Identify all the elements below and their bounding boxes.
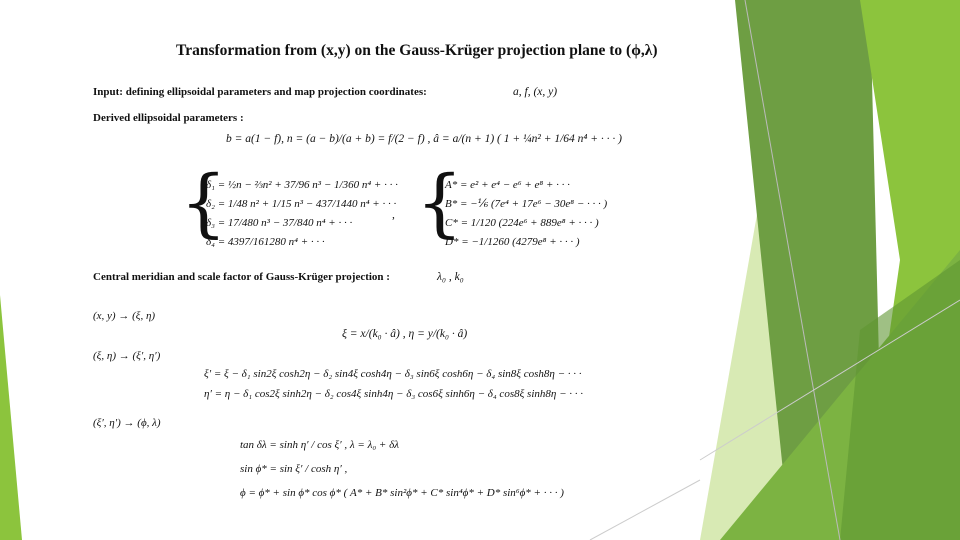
delta-formula-3: δ₃ = 17/480 n³ − 37/840 n⁴ + · · · bbox=[206, 217, 353, 229]
delta-formula-4: δ₄ = 4397/161280 n⁴ + · · · bbox=[206, 236, 325, 248]
coef-formula-3: C* = 1/120 (224e⁶ + 889e⁸ + · · · ) bbox=[445, 217, 599, 229]
step3-formula-1: tan δλ = sinh η′ / cos ξ′ , λ = λ₀ + δλ bbox=[240, 439, 399, 451]
derived-label: Derived ellipsoidal parameters : bbox=[93, 112, 244, 124]
left-brace-coef: { bbox=[416, 160, 464, 246]
derived-formula: b = a(1 − f), n = (a − b)/(a + b) = f/(2 − f) , â = a/(n + 1) ( 1 + ¼n² + 1/64 n⁴ + · · · ) bbox=[226, 133, 623, 145]
coef-formula-1: A* = e² + e⁴ − e⁶ + e⁸ + · · · bbox=[445, 179, 570, 191]
left-brace-delta: { bbox=[180, 160, 228, 246]
meridian-label: Central meridian and scale factor of Gauss-Krüger projection : bbox=[93, 271, 390, 283]
delta-formula-2: δ₂ = 1/48 n² + 1/15 n³ − 437/1440 n⁴ + · · · bbox=[206, 198, 397, 210]
input-label: Input: defining ellipsoidal parameters and map projection coordinates: bbox=[93, 86, 427, 98]
step1-formula: ξ = x/(k₀ · â) , η = y/(k₀ · â) bbox=[342, 328, 468, 340]
meridian-values: λ₀ , k₀ bbox=[437, 271, 464, 283]
coef-formula-4: D* = −1/1260 (4279e⁸ + · · · ) bbox=[445, 236, 580, 248]
slide-title: Transformation from (x,y) on the Gauss-Krüger projection plane to (ϕ,λ) bbox=[176, 42, 658, 59]
step2-formula-1: ξ′ = ξ − δ₁ sin2ξ cosh2η − δ₂ sin4ξ cosh4η − δ₃ sin6ξ cosh6η − δ₄ sin8ξ cosh8η − · · · bbox=[204, 368, 582, 380]
decor-triangle-left bbox=[0, 295, 22, 540]
step1-label: (x, y) → (ξ, η) bbox=[93, 310, 156, 322]
step2-label: (ξ, η) → (ξ′, η′) bbox=[93, 350, 161, 362]
decor-line-3 bbox=[590, 480, 700, 540]
delta-formula-1: δ₁ = ½n − ⅔n² + 37/96 n³ − 1/360 n⁴ + · · · bbox=[206, 179, 398, 191]
separator-comma: , bbox=[392, 209, 395, 221]
step3-formula-2: sin ϕ* = sin ξ′ / cosh η′ , bbox=[240, 463, 348, 475]
step3-formula-3: ϕ = ϕ* + sin ϕ* cos ϕ* ( A* + B* sin²ϕ* + C* sin⁴ϕ* + D* sin⁶ϕ* + · · · ) bbox=[240, 487, 564, 499]
coef-formula-2: B* = −⅙ (7e⁴ + 17e⁶ − 30e⁸ − · · · ) bbox=[445, 198, 608, 210]
step2-formula-2: η′ = η − δ₁ cos2ξ sinh2η − δ₂ cos4ξ sinh4η − δ₃ cos6ξ sinh6η − δ₄ cos8ξ sinh8η − · · · bbox=[204, 388, 584, 400]
input-values: a, f, (x, y) bbox=[513, 86, 558, 98]
step3-label: (ξ′, η′) → (ϕ, λ) bbox=[93, 417, 161, 429]
